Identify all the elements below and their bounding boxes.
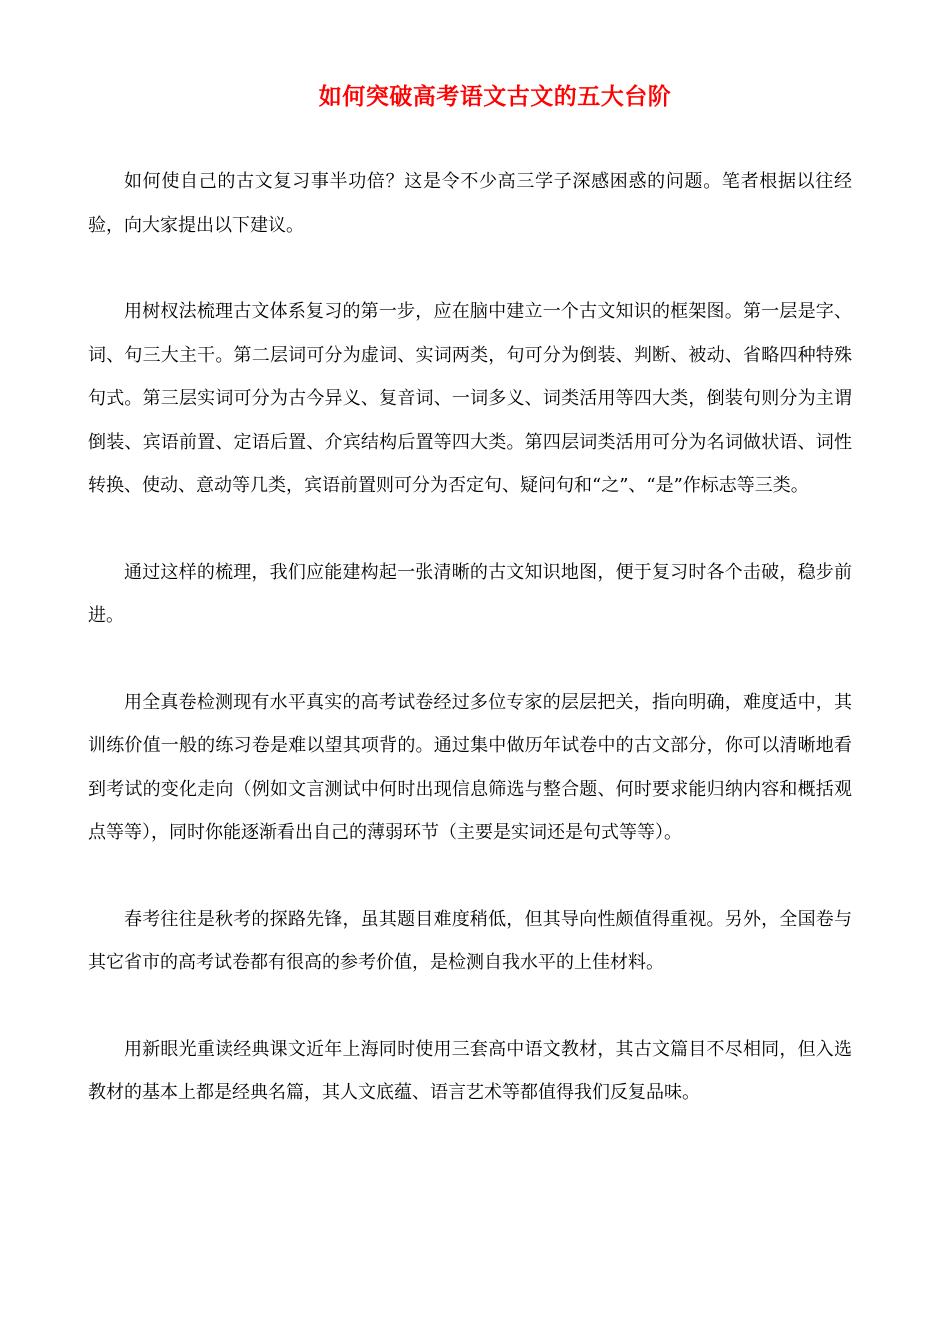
paragraph-spring-exam: 春考往往是秋考的探路先锋，虽其题目难度稍低，但其导向性颇值得重视。另外，全国卷与其它省市的高考试卷都有很高的参考价值，是检测自我水平的上佳材料。 xyxy=(88,908,852,973)
document-body xyxy=(88,160,852,1158)
paragraph-real-exam: 用全真卷检测现有水平真实的高考试卷经过多位专家的层层把关，指向明确，难度适中，其训练价值一般的练习卷是难以望其项背的。通过集中做历年试卷中的古文部分，你可以清晰地看到考试的变化走向（例如文言测试中何时出现信息筛选与整合题、何时要求能归纳内容和概括观点等等），同时你能逐渐看出自己的薄弱环节（主要是实词还是句式等等）。 xyxy=(88,691,852,843)
paragraph-tree-method: 用树杈法梳理古文体系复习的第一步，应在脑中建立一个古文知识的框架图。第一层是字、词、句三大主干。第二层词可分为虚词、实词两类，句可分为倒装、判断、被动、省略四种特殊句式。第三层实词可分为古今异义、复音词、一词多义、词类活用等四大类，倒装句则分为主谓倒装、宾语前置、定语后置、介宾结构后置等四大类。第四层词类活用可分为名词做状语、词性转换、使动、意动等几类，宾语前置则可分为否定句、疑问句和“之”、“是”作标志等三类。 xyxy=(88,301,852,496)
document-title: 如何突破高考语文古文的五大台阶 xyxy=(318,83,672,110)
paragraph-intro: 如何使自己的古文复习事半功倍？这是令不少高三学子深感困惑的问题。笔者根据以往经验，向大家提出以下建议。 xyxy=(88,171,852,236)
paragraph-classic-texts: 用新眼光重读经典课文近年上海同时使用三套高中语文教材，其古文篇目不尽相同，但入选教材的基本上都是经典名篇，其人文底蕴、语言艺术等都值得我们反复品味。 xyxy=(88,1038,852,1103)
paragraph-knowledge-map: 通过这样的梳理，我们应能建构起一张清晰的古文知识地图，便于复习时各个击破，稳步前进。 xyxy=(88,561,852,626)
